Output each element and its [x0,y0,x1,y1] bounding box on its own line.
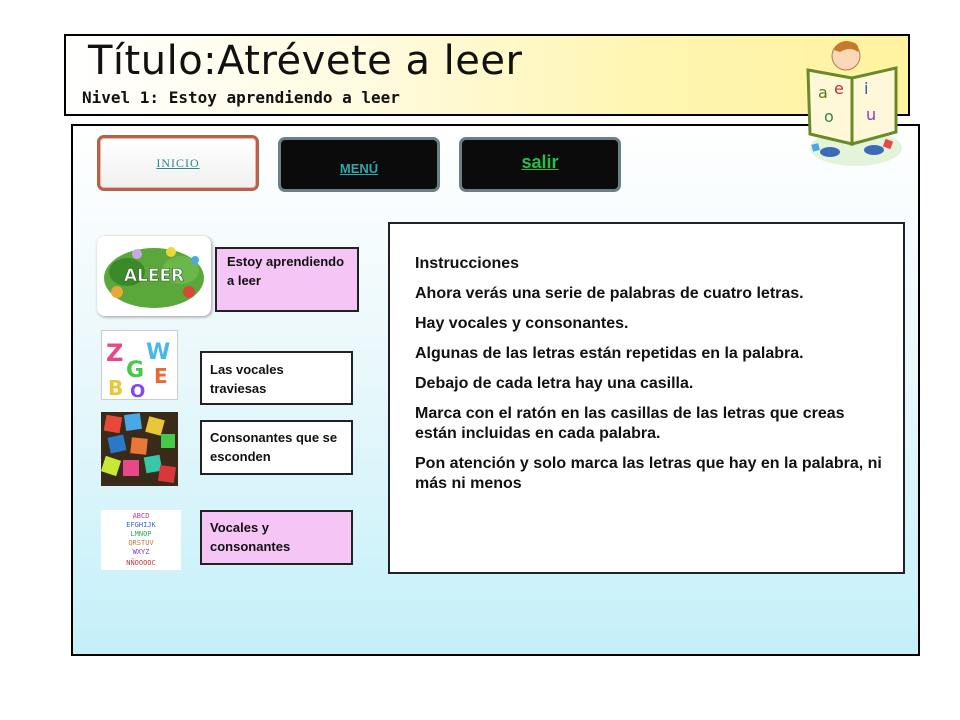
instruction-line: Pon atención y solo marca las letras que hay en la palabra, ni más ni menos [415,455,882,492]
inicio-button[interactable] [97,135,259,191]
menu-item-vocales-y-consonantes[interactable]: Vocales y consonantes [200,510,353,565]
menu-item-vocales-traviesas[interactable]: Las vocales traviesas [200,351,353,405]
instruction-line: Marca con el ratón en las casillas de las letras que creas están incluidas en cada palabra. [415,405,845,442]
colored-letters-image[interactable] [101,330,178,400]
instruction-line: Hay vocales y consonantes. [415,315,629,332]
menu-item-consonantes[interactable]: Consonantes que se esconden [200,420,353,475]
thumb2-letter-e: E [154,364,168,388]
alphabet-row-2: EFGHIJK [126,521,156,529]
page-title: Título:Atrévete a leer [88,38,523,84]
letter-blocks-image[interactable] [101,412,178,486]
thumb2-letter-w: W [146,340,171,365]
salir-button-label: salir [521,152,559,172]
instruction-line: Ahora verás una serie de palabras de cuatro letras. [415,285,804,302]
alphabet-row-4: QRSTUV [128,539,154,547]
title-banner [64,34,910,116]
menu-button-label: MENÚ [339,161,379,176]
alphabet-row-6: NÑOOOOC [126,559,156,567]
logo-letter-a: a [818,83,828,102]
menu-item-estoy-aprendiendo[interactable]: Estoy aprendiendo a leer [215,247,359,312]
instruction-line: Debajo de cada letra hay una casilla. [415,375,694,392]
logo-letter-i: i [864,79,869,98]
salir-button[interactable] [459,137,621,192]
instructions-box [388,222,905,574]
instruction-line: Algunas de las letras están repetidas en la palabra. [415,345,804,362]
thumb2-letter-o: O [130,381,146,400]
logo-letter-o: o [824,107,834,126]
alphabet-row-1: ABCD [132,512,150,520]
thumb2-letter-z: Z [106,339,124,367]
logo-letter-u: u [866,105,877,124]
child-reading-book-icon [800,36,908,168]
thumb2-letter-g: G [126,358,145,383]
instructions-title: Instrucciones [415,255,520,272]
aleer-image-text: ALEER [123,266,185,286]
aleer-tree-image[interactable] [97,236,211,316]
logo-letter-e: e [834,79,844,98]
page-subtitle: Nivel 1: Estoy aprendiendo a leer [82,88,400,107]
alphabet-row-5: WXYZ [132,548,150,556]
alphabet-chart-image[interactable] [101,510,181,570]
thumb2-letter-b: B [108,376,124,400]
inicio-button-label: INICIO [156,155,200,170]
alphabet-row-3: LMNOP [130,530,152,538]
menu-button[interactable] [278,137,440,192]
